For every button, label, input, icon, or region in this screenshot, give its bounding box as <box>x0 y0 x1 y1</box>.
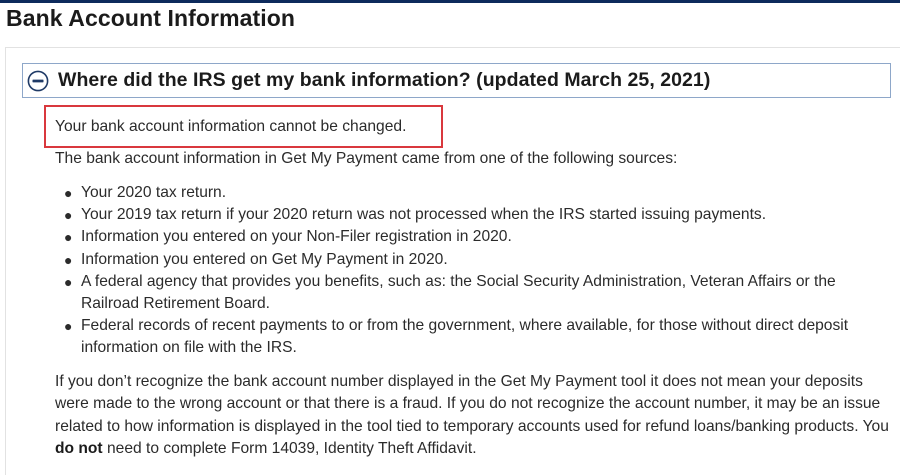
minus-circle-icon <box>27 70 49 92</box>
bullet-icon: ● <box>64 251 73 268</box>
list-item: ● Your 2020 tax return. <box>62 182 892 204</box>
sources-list <box>62 182 892 360</box>
top-banner-band <box>0 0 900 3</box>
list-item: ● Information you entered on your Non-Filer registration in 2020. <box>62 226 892 248</box>
bullet-icon: ● <box>64 207 73 224</box>
page-title: Bank Account Information <box>6 5 296 31</box>
accordion-title: Where did the IRS get my bank information? (updated March 25, 2021) <box>58 69 711 91</box>
bullet-icon: ● <box>64 273 73 290</box>
highlighted-statement: Your bank account information cannot be changed. <box>55 118 407 135</box>
accordion-toggle-bank-info[interactable] <box>22 63 891 98</box>
emphasis-do-not: do not <box>55 439 103 457</box>
sources-intro: The bank account information in Get My Payment came from one of the following sources: <box>55 150 678 167</box>
list-item: ● A federal agency that provides you benefits, such as: the Social Security Administration, Veteran Affairs or the Railroad Retirement Board. <box>64 272 836 313</box>
list-item: ● Your 2019 tax return if your 2020 return was not processed when the IRS started issuing payments. <box>62 204 892 226</box>
list-item: ● Federal records of recent payments to or from the government, where available, for those without direct deposit information on file with the IRS. <box>64 317 849 357</box>
bullet-icon: ● <box>64 185 73 201</box>
bullet-icon: ● <box>64 229 73 246</box>
list-item: ● Information you entered on Get My Payment in 2020. <box>62 249 892 271</box>
bullet-icon: ● <box>64 318 73 335</box>
closing-paragraph: If you don’t recognize the bank account number displayed in the Get My Payment tool it does not mean your deposits were made to the wrong account or that there is a fraud. If you do not recognize the account number, it may be an issue related to how information is displayed in the tool tied to temporary accounts used for refund loans/banking products. You do not need to complete Form 14039, Identity Theft Affidavit. <box>55 373 889 457</box>
